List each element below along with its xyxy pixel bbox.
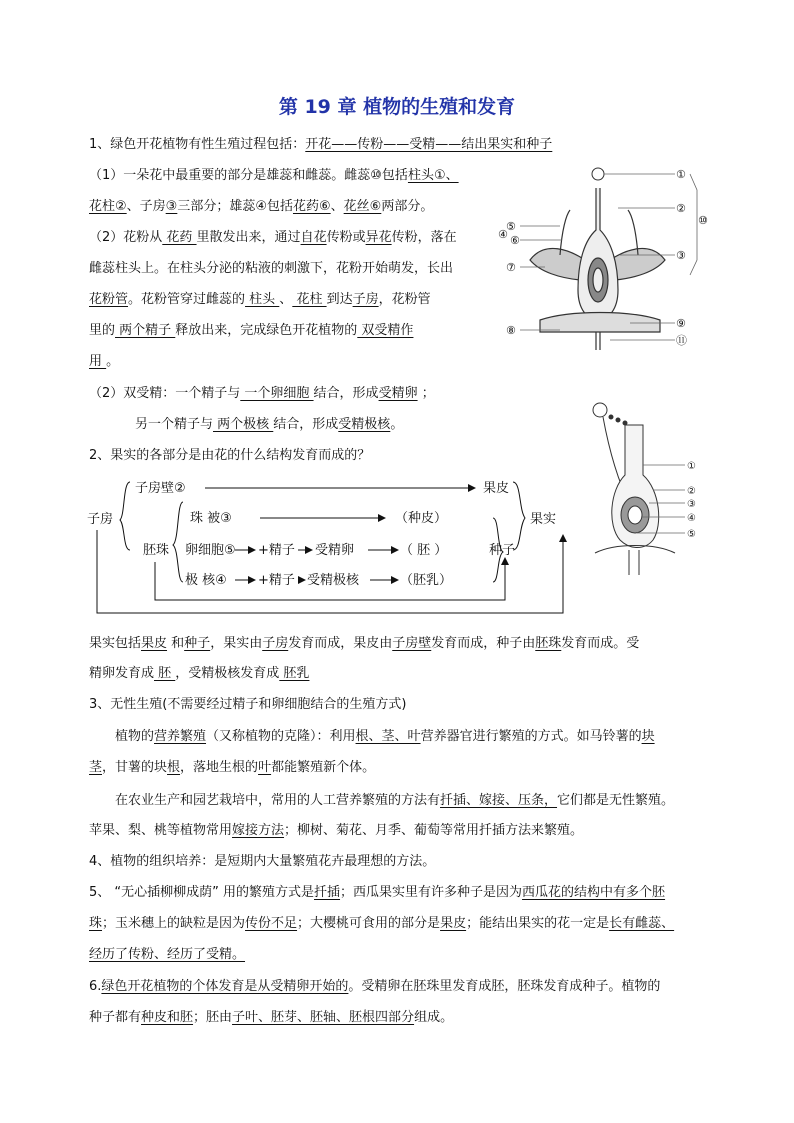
fig2-label-4: ④	[687, 513, 696, 524]
para-2: 精卵发育成 胚 ，受精极核发育成 胚乳	[89, 666, 310, 681]
tree-jihe: 极 核④	[185, 573, 227, 588]
section-1-heading: 1、绿色开花植物有性生殖过程包括：开花——传粉——受精——结出果实和种子	[89, 137, 553, 152]
tree-jingzi-2: +精子	[258, 573, 295, 588]
fig1-label-8: ⑧	[506, 324, 516, 337]
fig1-label-9: ⑨	[676, 317, 686, 330]
line-5: 花粉管。花粉管穿过雌蕊的 柱头 、 花柱 到达子房，花粉管	[89, 292, 431, 307]
fig1-label-11: ⑪	[676, 334, 687, 347]
line-7: 用 。	[89, 354, 120, 369]
line-3: （2）花粉从 花药 里散发出来，通过自花传粉或异花传粉，落在	[89, 230, 457, 245]
fig1-label-7: ⑦	[506, 261, 516, 274]
fig1-label-4: ④	[498, 228, 508, 241]
tree-pei: （ 胚 ）	[400, 543, 448, 558]
double-fertilization-diagram	[585, 395, 715, 585]
para-4: 茎，甘薯的块根，落地生根的叶都能繁殖新个体。	[89, 760, 376, 775]
para-8: 珠；玉米穗上的缺粒是因为传份不足；大樱桃可食用的部分是果皮；能结出果实的花一定是长有雌蕊、	[89, 916, 675, 931]
tree-guopi: 果皮	[483, 481, 510, 496]
fig1-label-2: ②	[676, 202, 686, 215]
tree-shoujingjihe: 受精极核	[307, 573, 360, 588]
flower-structure-diagram	[500, 160, 710, 360]
fig1-label-1: ①	[676, 168, 686, 181]
line-4: 雌蕊柱头上。在柱头分泌的粘液的刺激下，花粉开始萌发，长出	[89, 261, 454, 276]
tree-guoshi: 果实	[530, 512, 557, 527]
tree-shoujingluan: 受精卵	[315, 543, 355, 558]
tree-peiru: （胚乳）	[400, 573, 453, 588]
tree-zhongpi: （种皮）	[395, 511, 448, 526]
fig1-label-3: ③	[676, 249, 686, 262]
tree-peizhu: 胚珠	[143, 543, 170, 558]
para-7: 5、 “无心插柳柳成荫” 用的繁殖方式是扦插；西瓜果实里有许多种子是因为西瓜花的结构中有多个胚	[89, 885, 666, 900]
line-9: 另一个精子与 两个极核 结合，形成受精极核。	[135, 417, 404, 432]
para-9: 经历了传粉、经历了受精。	[89, 947, 246, 962]
para-10: 6.绿色开花植物的个体发育是从受精卵开始的。受精卵在胚珠里发育成胚，胚珠发育成种子。植物的	[89, 979, 661, 994]
para-5: 在农业生产和园艺栽培中，常用的人工营养繁殖的方法有扦插、嫁接、压条，它们都是无性繁殖。	[115, 793, 675, 808]
tree-zifangbi: 子房壁②	[135, 481, 186, 496]
fig1-label-5: ⑤	[506, 220, 516, 233]
fig1-label-10: ⑩	[698, 214, 708, 227]
para-3: 植物的营养繁殖（又称植物的克隆）：利用根、茎、叶营养器官进行繁殖的方式。如马铃薯的块	[115, 729, 655, 744]
line-1: （1）一朵花中最重要的部分是雄蕊和雌蕊。雌蕊⑩包括柱头①、	[89, 168, 459, 183]
tree-jingzi-1: +精子	[258, 543, 295, 558]
para-1: 果实包括果皮 和种子，果实由子房发育而成，果皮由子房壁发育而成，种子由胚珠发育而成。受	[89, 636, 640, 651]
page-title: 第 19 章 植物的生殖和发育	[278, 96, 516, 118]
fig2-label-2: ②	[687, 486, 696, 497]
fig2-label-3: ③	[687, 499, 696, 510]
tree-zifang: 子房	[87, 512, 114, 527]
section-4-heading: 4、植物的组织培养：是短期内大量繁殖花卉最理想的方法。	[89, 854, 436, 869]
fruit-development-tree	[85, 470, 585, 620]
tree-zhubei: 珠 被③	[190, 511, 232, 526]
line-8: （2）双受精：一个精子与 一个卵细胞 结合，形成受精卵 ；	[89, 386, 435, 401]
tree-luanxibao: 卵细胞⑤	[185, 543, 236, 558]
section-3-heading: 3、无性生殖(不需要经过精子和卵细胞结合的生殖方式)	[89, 697, 407, 712]
line-2: 花柱②、子房③三部分；雄蕊④包括花药⑥、花丝⑥两部分。	[89, 199, 434, 214]
line-6: 里的 两个精子 释放出来，完成绿色开花植物的 双受精作	[89, 323, 414, 338]
tree-zhongzi: 种子	[489, 543, 516, 558]
fig2-label-5: ⑤	[687, 529, 696, 540]
section-2-heading: 2、果实的各部分是由花的什么结构发育而成的？	[89, 448, 371, 463]
para-11: 种子都有种皮和胚；胚由子叶、胚芽、胚轴、胚根四部分组成。	[89, 1010, 454, 1025]
para-6: 苹果、梨、桃等植物常用嫁接方法；柳树、菊花、月季、葡萄等常用扦插方法来繁殖。	[89, 823, 584, 838]
fig1-label-6: ⑥	[510, 234, 520, 247]
fig2-label-1: ①	[687, 461, 696, 472]
